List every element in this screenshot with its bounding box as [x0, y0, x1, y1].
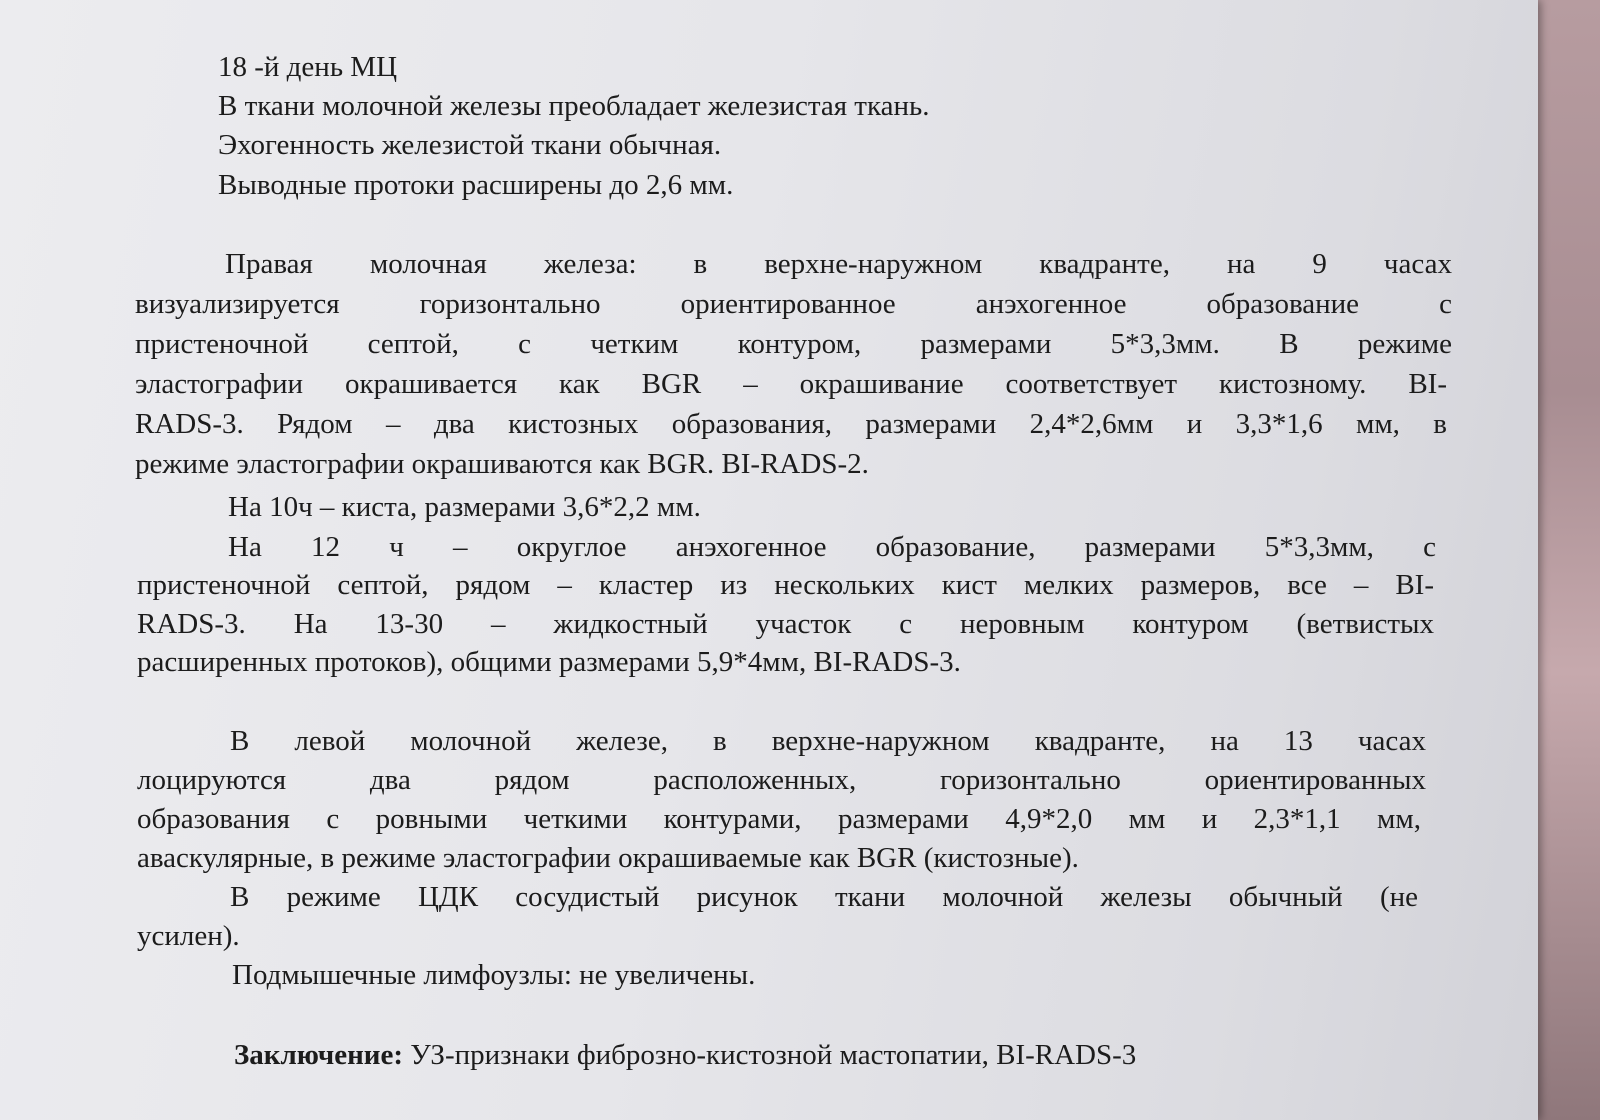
right-breast-line-4: эластографии окрашивается как BGR – окрашивание соответствует кистозному. BI- — [135, 368, 1447, 400]
ten-oclock-line: На 10ч – киста, размерами 3,6*2,2 мм. — [228, 491, 701, 523]
twelve-oclock-line-4: расширенных протоков), общими размерами 5,9*4мм, BI-RADS-3. — [137, 646, 961, 678]
cdk-line-2: усилен). — [137, 920, 240, 952]
left-breast-line-2: лоцируются два рядом расположенных, горизонтально ориентированных — [137, 764, 1426, 796]
cycle-day-line: 18 -й день МЦ — [218, 51, 398, 83]
conclusion-label: Заключение: — [234, 1039, 404, 1071]
echogenicity-line: Эхогенность железистой ткани обычная. — [218, 129, 722, 161]
twelve-oclock-line-2: пристеночной септой, рядом – кластер из нескольких кист мелких размеров, все – BI- — [137, 569, 1434, 601]
lymph-nodes-line: Подмышечные лимфоузлы: не увеличены. — [232, 959, 756, 991]
left-breast-line-3: образования с ровными четкими контурами, размерами 4,9*2,0 мм и 2,3*1,1 мм, — [137, 803, 1421, 835]
twelve-oclock-line-3: RADS-3. На 13-30 – жидкостный участок с неровным контуром (ветвистых — [137, 608, 1434, 640]
right-breast-line-6: режиме эластографии окрашиваются как BGR. BI-RADS-2. — [135, 448, 869, 480]
right-breast-line-5: RADS-3. Рядом – два кистозных образования, размерами 2,4*2,6мм и 3,3*1,6 мм, в — [135, 408, 1447, 440]
left-breast-line-1: В левой молочной железе, в верхне-наружном квадранте, на 13 часах — [230, 725, 1426, 757]
cdk-line-1: В режиме ЦДК сосудистый рисунок ткани молочной железы обычный (не — [230, 881, 1418, 913]
twelve-oclock-line-1: На 12 ч – округлое анэхогенное образование, размерами 5*3,3мм, с — [228, 531, 1436, 563]
right-breast-line-1: Правая молочная железа: в верхне-наружном квадранте, на 9 часах — [225, 248, 1452, 280]
ducts-line: Выводные протоки расширены до 2,6 мм. — [218, 169, 734, 201]
conclusion-text: УЗ-признаки фиброзно-кистозной мастопатии, BI-RADS-3 — [403, 1039, 1137, 1071]
tissue-line: В ткани молочной железы преобладает железистая ткань. — [218, 90, 930, 122]
conclusion-line — [234, 1036, 1136, 1075]
right-breast-line-2: визуализируется горизонтально ориентированное анэхогенное образование с — [135, 288, 1452, 320]
left-breast-line-4: аваскулярные, в режиме эластографии окрашиваемые как BGR (кистозные). — [137, 842, 1079, 874]
right-breast-line-3: пристеночной септой, с четким контуром, размерами 5*3,3мм. В режиме — [135, 328, 1452, 360]
